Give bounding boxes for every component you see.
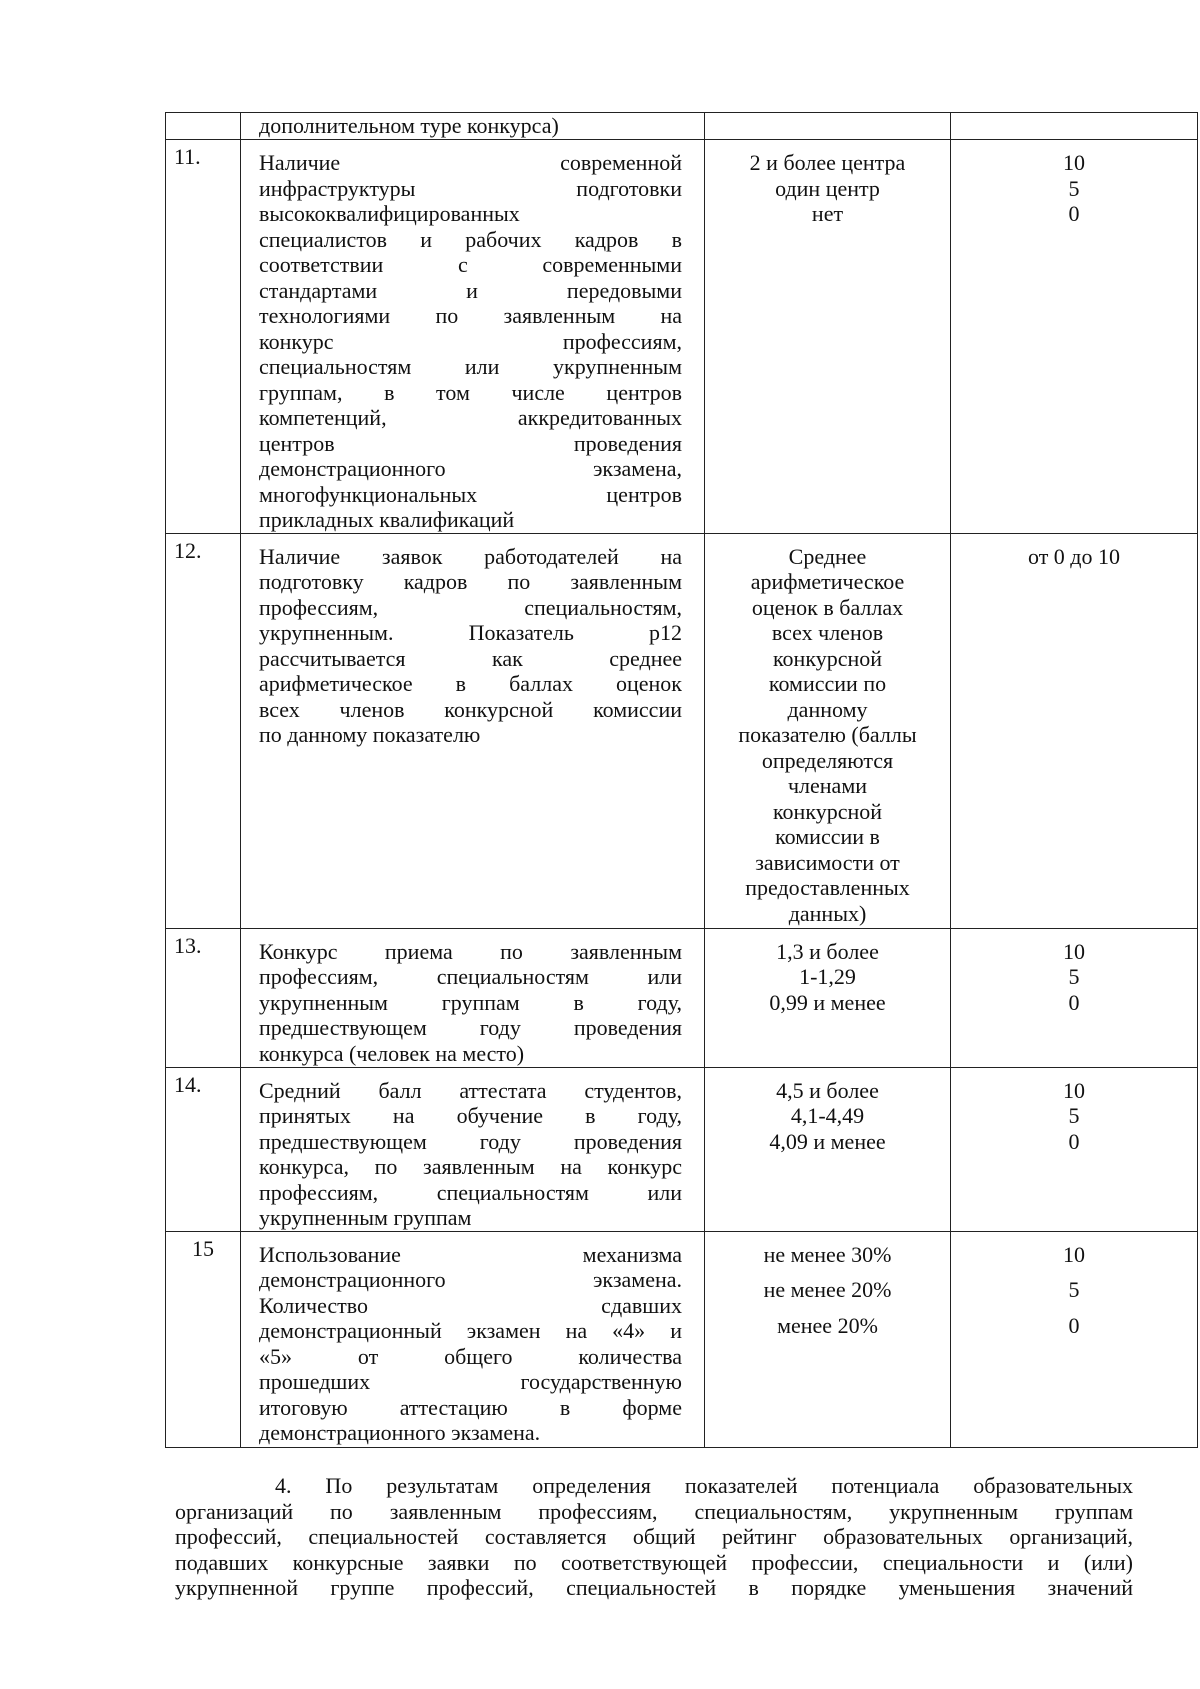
paragraph-line: 4. По результатам определения показателей потенциала образовательных [275,1473,1133,1498]
criteria-line: определяются [761,747,894,773]
description-line: компетенций, аккредитованных [259,405,682,430]
description-line: Количество сдавших [259,1292,682,1318]
table-row [166,928,1198,1067]
row-scores [951,533,1198,928]
criteria-line: менее 20% [777,1312,878,1338]
row-criteria [705,113,951,140]
row-scores [951,140,1198,534]
score-line: 0 [1068,1128,1080,1154]
description-line: прикладных квалификаций [259,507,515,532]
description-line: подготовку кадров по заявленным [259,569,682,594]
criteria-line: данных) [788,900,867,926]
criteria-line: конкурсной [772,645,883,671]
table-row [166,140,1198,534]
score-line: 10 [1063,150,1085,175]
description-line: Средний балл аттестата студентов, [259,1077,682,1103]
description-line: профессиям, специальностям или [259,964,682,989]
criteria-line: один центр [775,175,880,201]
criteria-line: комиссии по [768,671,887,696]
description-line: инфраструктуры подготовки [259,175,682,201]
score-line: 10 [1063,938,1085,964]
score-line: 5 [1068,1103,1080,1128]
row-description [241,140,705,534]
description-line: конкурса, по заявленным на конкурс [259,1154,682,1179]
description-line: «5» от общего количества [259,1343,682,1369]
row-scores [951,1067,1198,1231]
score-line: 0 [1068,1312,1080,1338]
description-line: Использование механизма [259,1241,682,1267]
criteria-line: не менее 30% [763,1241,892,1267]
description-line: принятых на обучение в году, [259,1103,682,1128]
row-number: 13. [166,928,241,1067]
description-line: стандартами и передовыми [259,277,682,303]
row-criteria [705,533,951,928]
criteria-table [165,112,1198,1448]
description-line: профессиям, специальностям, [259,594,682,620]
criteria-line: 4,1-4,49 [790,1103,865,1128]
row-description [241,1067,705,1231]
description-line: соответствии с современными [259,252,682,277]
criteria-line: комиссии в [775,824,880,849]
row-scores [951,1231,1198,1447]
score-line: 5 [1068,964,1080,989]
row-number: 15 [166,1231,241,1447]
description-line: предшествующем году проведения [259,1015,682,1040]
criteria-line: Среднее [788,543,867,569]
criteria-line: данному [787,696,868,722]
paragraph-line: профессий, специальностей составляется общий рейтинг образовательных организаций, [175,1524,1133,1549]
table-row [166,1231,1198,1447]
description-line: конкурс профессиям, [259,328,682,354]
description-line: специалистов и рабочих кадров в [259,226,682,252]
row-description [241,928,705,1067]
description-line: Конкурс приема по заявленным [259,938,682,964]
criteria-line: 2 и более центра [749,150,906,175]
description-line: по данному показателю [259,722,481,747]
description-line: демонстрационного экзамена. [259,1420,541,1445]
description-line: Наличие заявок работодателей на [259,543,682,569]
criteria-line: 1,3 и более [776,938,879,964]
criteria-line: арифметическое [750,569,905,594]
row-number: 14. [166,1067,241,1231]
score-line: 5 [1068,1277,1080,1302]
criteria-line: 4,5 и более [776,1077,879,1103]
criteria-line: не менее 20% [763,1277,892,1302]
description-line: всех членов конкурсной комиссии [259,696,682,722]
description-line: итоговую аттестацию в форме [259,1394,682,1420]
table-row [166,533,1198,928]
description-line: технологиями по заявленным на [259,303,682,328]
row-number: 11. [166,140,241,534]
criteria-line: показателю (баллы [738,722,917,747]
table-row [166,113,1198,140]
criteria-line: оценок в баллах [751,594,904,620]
description-line: профессиям, специальностям или [259,1179,682,1205]
row-number [166,113,241,140]
body-paragraph [175,1473,1133,1601]
description-line: укрупненным группам [259,1205,472,1230]
paragraph-line: организаций по заявленным профессиям, специальностям, укрупненным группам [175,1498,1133,1524]
description-line: прошедших государственную [259,1369,682,1394]
description-line: демонстрационного экзамена, [259,456,682,481]
description-line: демонстрационного экзамена. [259,1267,682,1292]
description-line: Наличие современной [259,150,682,175]
paragraph-line: укрупненной группе профессий, специальностей в порядке уменьшения значений [175,1575,1133,1600]
row-number: 12. [166,533,241,928]
score-line: 0 [1068,989,1080,1015]
criteria-line: членами [787,773,868,798]
description-line: дополнительном туре конкурса) [259,113,559,138]
criteria-line: 1-1,29 [799,964,856,989]
description-line: предшествующем году проведения [259,1128,682,1154]
description-line: конкурса (человек на место) [259,1040,525,1066]
description-line: укрупненным группам в году, [259,989,682,1015]
row-criteria [705,1067,951,1231]
row-description [241,1231,705,1447]
score-line: 0 [1068,201,1080,226]
criteria-line: 4,09 и менее [769,1128,886,1154]
description-line: специальностям или укрупненным [259,354,682,379]
criteria-line: конкурсной [772,798,883,824]
row-scores [951,113,1198,140]
description-line: высококвалифицированных [259,201,520,226]
paragraph-line: подавших конкурсные заявки по соответствующей профессии, специальности и (или) [175,1549,1133,1575]
row-description [241,533,705,928]
score-line: 10 [1063,1241,1085,1267]
description-line: укрупненным. Показатель р12 [259,620,682,645]
row-criteria [705,1231,951,1447]
row-description [241,113,705,140]
criteria-line: зависимости от [755,849,900,875]
criteria-line: всех членов [771,620,884,645]
description-line: рассчитывается как среднее [259,645,682,671]
criteria-line: предоставленных [745,875,910,900]
description-line: арифметическое в баллах оценок [259,671,682,696]
score-line: 10 [1063,1077,1085,1103]
score-line: 5 [1068,175,1080,201]
row-scores [951,928,1198,1067]
criteria-line: нет [811,201,844,226]
row-criteria [705,928,951,1067]
description-line: центров проведения [259,430,682,456]
description-line: демонстрационный экзамен на «4» и [259,1318,682,1343]
description-line: многофункциональных центров [259,481,682,507]
row-criteria [705,140,951,534]
criteria-line: 0,99 и менее [769,989,886,1015]
score-line: от 0 до 10 [1027,543,1121,569]
table-row [166,1067,1198,1231]
description-line: группам, в том числе центров [259,379,682,405]
